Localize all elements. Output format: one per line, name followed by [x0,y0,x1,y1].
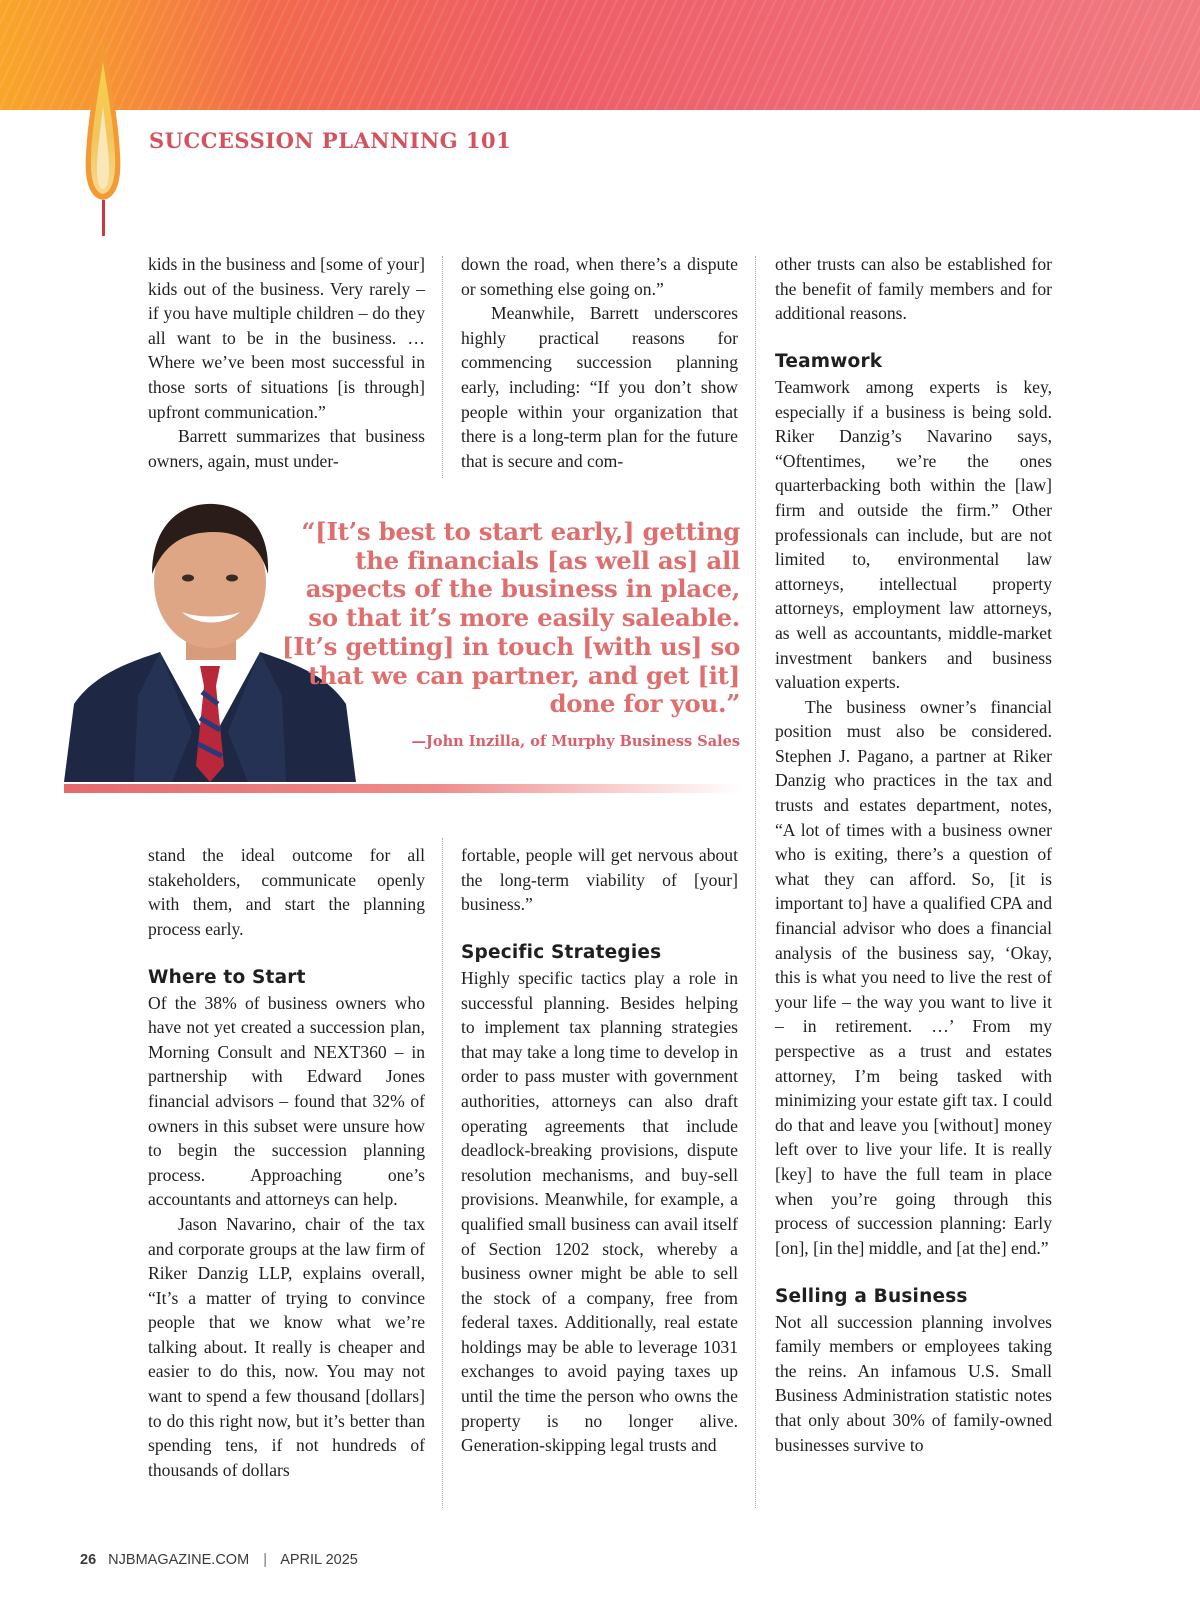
paragraph: Highly specific tactics play a role in successful planning. Besides helping to implement tax planning strategies that may take a long time to develop in order to pass muster with government authorities, attorneys can also draft operating agreements that include deadlock-breaking provisions, dispute resolution mechanisms, and buy-sell provisions. Meanwhile, for example, a qualified small business can avail itself of Section 1202 stock, whereby a business owner might be able to sell the stock of a company, free from federal taxes. Additionally, real estate holdings may be able to leverage 1031 exchanges to avoid paying taxes up until the time the person who owns the property is no longer alive. Generation-skipping legal trusts and [461,967,738,1456]
pull-quote-attribution: —John Inzilla, of Murphy Business Sales [411,733,740,750]
paragraph: Barrett summarizes that business owners, again, must under- [148,426,425,471]
section-title: SUCCESSION PLANNING 101 [149,128,512,153]
paragraph: Teamwork among experts is key, especially if a business is being sold. Riker Danzig’s Navarino says, “Oftentimes, we’re the ones quarterbacking both within the [law] firm and outside the firm.” Other professionals can include, but are not limited to, environmental law attorneys, intellectual property attorneys, employment law attorneys, as well as accountants, middle-market investment bankers and business valuation experts. [775,376,1052,693]
issue-date: APRIL 2025 [280,1552,358,1568]
magazine-site: NJBMAGAZINE.COM [108,1552,250,1568]
subheading-where-to-start: Where to Start [148,966,306,988]
paragraph: stand the ideal outcome for all stakeholders, communicate openly with them, and start the planning process early. [148,845,425,939]
paragraph: down the road, when there’s a dispute or something else going on.” [461,254,738,299]
top-banner [0,0,1200,110]
column-1-top [148,252,425,473]
column-divider [442,256,443,478]
page-footer [80,1552,358,1568]
column-3 [775,252,1052,1457]
paragraph: kids in the business and [some of your] kids out of the business. Very rarely – if you have multiple children – do they all want to be in the business. … Where we’ve been most successful in those sorts of situations [is through] upfront communication.” [148,254,425,422]
column-1-bottom [148,843,425,1482]
paragraph: Not all succession planning involves family members or employees taking the reins. An infamous U.S. Small Business Administration statistic notes that only about 30% of family-owned businesses survive to [775,1311,1052,1455]
paragraph: Jason Navarino, chair of the tax and corporate groups at the law firm of Riker Danzig LLP, explains overall, “It’s a matter of trying to convince people that we know what we’re talking about. It really is cheaper and easier to do this, now. You may not want to spend a few thousand [dollars] to do this right now, but it’s better than spending tens, if not hundreds of thousands of dollars [148,1213,425,1480]
column-divider [755,256,756,1508]
paragraph: Meanwhile, Barrett underscores highly practical reasons for commencing succession planning early, including: “If you don’t show people within your organization that there is a long-term plan for the future that is secure and com- [461,303,738,471]
paragraph: The business owner’s financial position must also be considered. Stephen J. Pagano, a partner at Riker Danzig who practices in the tax and trusts and estates department, notes, “A lot of times with a business owner who is exiting, there’s a question of what they can afford. So, [it is important to] have a qualified CPA and financial advisor who does a financial analysis of the business say, ‘Okay, this is what you need to live the rest of your life – the way you want to live it – in retirement. …’ From my perspective as a trust and estates attorney, I’m being tasked with minimizing your estate gift tax. I could do that and leave you [without] money left over to live your life. It is really [key] to have the full team in place when you’re going through this process of succession planning: Early [on], [in the] middle, and [at the] end.” [775,696,1052,1258]
paragraph: Of the 38% of business owners who have not yet created a succession plan, Morning Consult and NEXT360 – in partnership with Edward Jones financial advisors – found that 32% of owners in this subset were unsure how to begin the succession planning process. Approaching one’s accountants and attorneys can help. [148,992,425,1210]
column-2-top [461,252,738,473]
subheading-selling: Selling a Business [775,1285,968,1307]
paragraph: other trusts can also be established for the benefit of family members and for additional reasons. [775,254,1052,324]
column-divider [442,838,443,1508]
candle-flame-icon [80,36,126,240]
page-number: 26 [80,1552,97,1568]
paragraph: fortable, people will get nervous about the long-term viability of [your] business.” [461,845,738,915]
footer-separator: | [263,1552,267,1568]
pull-quote: “[It’s best to start early,] getting the financials [as well as] all aspects of the business in place, so that it’s more easily saleable. [It’s getting] in touch [with us] so that we can partner, and get [it] done for you.” [281,517,740,719]
subheading-teamwork: Teamwork [775,351,883,373]
pull-quote-underline [64,784,742,793]
subheading-specific-strategies: Specific Strategies [461,942,662,964]
column-2-bottom [461,843,738,1458]
